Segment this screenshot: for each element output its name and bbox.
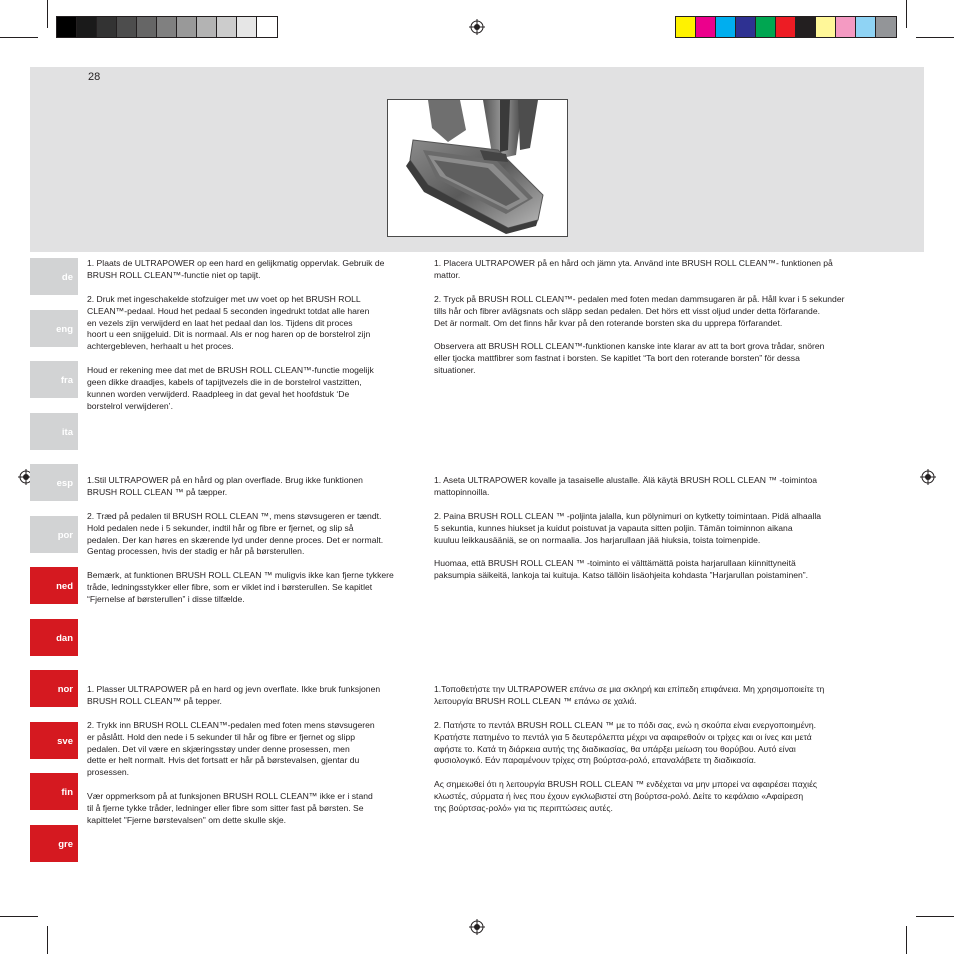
grey-swatch (57, 17, 77, 37)
language-tab-por[interactable]: por (30, 516, 78, 553)
grey-swatch (117, 17, 137, 37)
color-swatch (736, 17, 756, 37)
brush-roll-floorhead-image (388, 100, 568, 237)
paragraph: 1.Τοποθετήστε την ULTRAPOWER επάνω σε μια σκληρή και επίπεδη επιφάνεια. Μη χρησιμοποιείτε τη λειτουργία BRUSH ROLL CLEAN ™ επάνω σε χαλιά. (434, 684, 825, 706)
crop-mark (906, 0, 907, 28)
crop-mark (47, 926, 48, 954)
crop-mark (906, 926, 907, 954)
paragraph: Vær oppmerksom på at funksjonen BRUSH ROLL CLEAN™ ikke er i stand til å fjerne tykke tråder, ledninger eller fibre som sitter fast på børsten. Se kapittelet "Fjerne børstevalsen" om dette skulle skje. (87, 791, 373, 825)
registration-mark-icon (469, 919, 485, 935)
instructions-fin (434, 475, 894, 594)
grey-swatch (217, 17, 237, 37)
color-swatch (876, 17, 896, 37)
grey-swatch (97, 17, 117, 37)
paragraph: 2. Druk met ingeschakelde stofzuiger met uw voet op het BRUSH ROLL CLEAN™-pedaal. Houd het pedaal 5 seconden ingedrukt totdat alle haren en vezels zijn verwijderd en laat het pedaal dan los. Tijdens dit proces hoort u een snijgeluid. Dit is normaal. Als er nog haren op de borstelrol zijn achtergebleven, herhaalt u het proces. (87, 293, 371, 352)
color-swatch (776, 17, 796, 37)
paragraph: 1. Plaats de ULTRAPOWER op een hard en gelijkmatig oppervlak. Gebruik de BRUSH ROLL CLEAN™-functie niet op tapijt. (87, 258, 385, 280)
language-tab-nor[interactable]: nor (30, 670, 78, 707)
language-tab-de[interactable]: de (30, 258, 78, 295)
paragraph: 2. Træd på pedalen til BRUSH ROLL CLEAN ™, mens støvsugeren er tændt. Hold pedalen nede i 5 sekunder, indtil hår og fibre er fjernet, og slip så pedalen. Der kan høres en skærende lyd under denne proces. Det er normalt. Gentag processen, hvis der stadig er hår på børsterullen. (87, 510, 384, 557)
language-tab-fra[interactable]: fra (30, 361, 78, 398)
paragraph: Ας σημειωθεί ότι η λειτουργία BRUSH ROLL CLEAN ™ ενδέχεται να μην μπορεί να αφαιρέσει παχιές κλωστές, σύρματα ή ίνες που έχουν εγκλωβιστεί στη βούρτσα-ρολό. Δείτε το κεφάλαιο «Αφαίρεση της βούρτσας-ρολό» για τις περιπτώσεις αυτές. (434, 779, 818, 814)
grey-swatch (177, 17, 197, 37)
paragraph: 2. Πατήστε το πεντάλ BRUSH ROLL CLEAN ™ με το πόδι σας, ενώ η σκούπα είναι ενεργοποιημένη. Κρατήστε πατημένο το πεντάλ για 5 δευτερόλεπτα μέχρι να αφαιρεθούν οι τρίχες και οι ίνες και μετά αφήστε το. Κατά τη διάρκεια αυτής της διαδικασίας, θα υπάρξει μείωση του θορύβου. Αυτό είναι φυσιολογικό. Εάν παραμένουν τρίχες στη βούρτσα-ρολό, επαναλάβετε τη διαδικασία. (434, 719, 817, 766)
color-swatch (836, 17, 856, 37)
instructions-sve (434, 258, 894, 389)
registration-mark-icon (469, 19, 485, 35)
color-swatch (796, 17, 816, 37)
instructions-dan (87, 475, 417, 618)
language-tab-fin[interactable]: fin (30, 773, 78, 810)
language-tab-eng[interactable]: eng (30, 310, 78, 347)
color-swatch (696, 17, 716, 37)
color-swatch (856, 17, 876, 37)
language-tab-ita[interactable]: ita (30, 413, 78, 450)
paragraph: Bemærk, at funktionen BRUSH ROLL CLEAN ™ muligvis ikke kan fjerne tykkere tråde, ledningsstykker eller fibre, som er viklet ind i børsterullen. Se kapitlet “Fjernelse af børsterullen” i disse tilfælde. (87, 570, 394, 605)
grey-swatch (77, 17, 97, 37)
instructions-nor (87, 684, 417, 839)
color-swatch (716, 17, 736, 37)
color-swatch (676, 17, 696, 37)
instructions-gre (434, 684, 894, 827)
crop-mark (0, 916, 38, 917)
paragraph: Observera att BRUSH ROLL CLEAN™-funktionen kanske inte klarar av att ta bort grova trådar, snören eller tjocka mattfibrer som fastnat i borsten. Se kapitlet “Ta bort den roterande borsten” för dessa situationer. (434, 341, 825, 376)
language-tab-dan[interactable]: dan (30, 619, 78, 656)
color-swatch (816, 17, 836, 37)
crop-mark (916, 916, 954, 917)
instructions-ned (87, 258, 417, 425)
paragraph: 2. Tryck på BRUSH ROLL CLEAN™- pedalen med foten medan dammsugaren är på. Håll kvar i 5 sekunder tills hår och fibrer avlägsnats och släpp sedan pedalen. Det hörs ett visst oljud under detta förfarande. Det är normalt. Om det finns hår kvar på den roterande borsten ska du upprepa förfarandet. (434, 293, 845, 328)
crop-mark (0, 37, 38, 38)
language-tab-esp[interactable]: esp (30, 464, 78, 501)
registration-mark-icon (920, 469, 936, 485)
grey-swatch (137, 17, 157, 37)
grey-swatch (197, 17, 217, 37)
paragraph: 2. Paina BRUSH ROLL CLEAN ™ -poljinta jalalla, kun pölynimuri on kytketty toimintaan. Pidä alhaalla 5 sekuntia, kunnes hiukset ja kuidut poistuvat ja vapauta sitten poljin. Tämän toiminnon aikana kuuluu leikkausääniä, se on normaalia. Jos harjarullaan jää hiuksia, toista toimenpide. (434, 510, 822, 545)
paragraph: 1. Aseta ULTRAPOWER kovalle ja tasaiselle alustalle. Älä käytä BRUSH ROLL CLEAN ™ -toimintoa mattopinnoilla. (434, 475, 818, 497)
paragraph: Houd er rekening mee dat met de BRUSH ROLL CLEAN™-functie mogelijk geen dikke draadjes, kabels of tapijtvezels die in de borstelrol vastzitten, kunnen worden verwijderd. Raadpleeg in dat geval het hoofdstuk ‘De borstelrol verwijderen’. (87, 365, 374, 411)
product-photo (387, 99, 568, 237)
grey-swatch (157, 17, 177, 37)
paragraph: Huomaa, että BRUSH ROLL CLEAN ™ -toiminto ei välttämättä poista harjarullaan kiinnittyneitä paksumpia säikeitä, lankoja tai kuituja. Katso tällöin lisäohjeita kohdasta ”Harjarullan poistaminen”. (434, 558, 809, 581)
page-number: 28 (88, 71, 101, 83)
language-tab-gre[interactable]: gre (30, 825, 78, 862)
crop-mark (916, 37, 954, 38)
paragraph: 1. Placera ULTRAPOWER på en hård och jämn yta. Använd inte BRUSH ROLL CLEAN™- funktionen på mattor. (434, 258, 833, 280)
paragraph: 2. Trykk inn BRUSH ROLL CLEAN™-pedalen med foten mens støvsugeren er påslått. Hold den nede i 5 sekunder til hår og fibre er fjernet og slipp pedalen. Det vil være en skjæringsstøy under denne prosessen, men dette er helt normalt. Hvis det fortsatt er hår på børstevalsen, gjentar du prosessen. (87, 719, 375, 778)
crop-mark (47, 0, 48, 28)
language-tab-sve[interactable]: sve (30, 722, 78, 759)
paragraph: 1. Plasser ULTRAPOWER på en hard og jevn overflate. Ikke bruk funksjonen BRUSH ROLL CLEAN™ på tepper. (87, 684, 381, 706)
language-tab-ned[interactable]: ned (30, 567, 78, 604)
paragraph: 1.Stil ULTRAPOWER på en hård og plan overflade. Brug ikke funktionen BRUSH ROLL CLEAN ™ på tæpper. (87, 475, 363, 497)
grey-swatch (237, 17, 257, 37)
color-swatch (756, 17, 776, 37)
grey-swatch (257, 17, 277, 37)
